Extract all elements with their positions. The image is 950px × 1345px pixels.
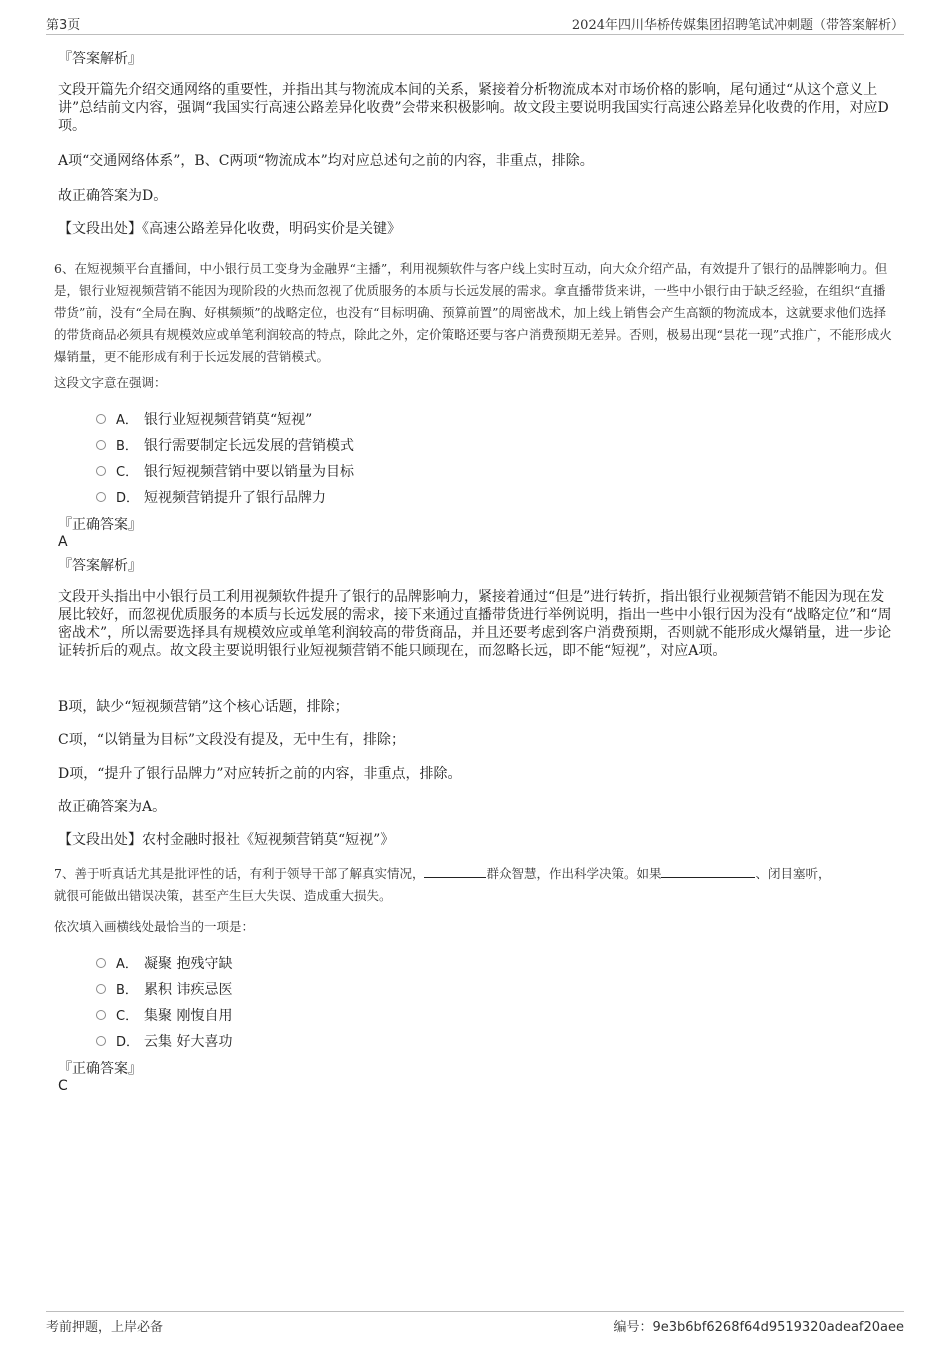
correct-answer: A <box>58 534 68 550</box>
option-b-elimination: B项，缺少“短视频营销”这个核心话题，排除； <box>58 699 349 715</box>
document-title: 2024年四川华桥传媒集团招聘笔试冲刺题（带答案解析） <box>571 18 904 33</box>
radio-icon[interactable] <box>96 984 106 994</box>
page-footer <box>46 1311 904 1338</box>
q7-option-c[interactable]: C． 集聚 刚愎自用 <box>96 1005 232 1025</box>
answer-conclusion: 故正确答案为D。 <box>58 188 168 204</box>
option-elimination-line: A项“交通网络体系”，B、C两项“物流成本”均对应总述句之前的内容，非重点，排除。 <box>58 153 594 169</box>
analysis-label: 『答案解析』 <box>58 558 142 574</box>
q6-option-c[interactable]: C． 银行短视频营销中要以销量为目标 <box>96 461 354 481</box>
page-header <box>46 12 904 35</box>
question-7-text: 7、善于听真话尤其是批评性的话，有利于领导干部了解真实情况， 群众智慧，作出科学决策。如果 、闭目塞听， 就很可能做出错误决策，甚至产生巨大失误、造成重大损失。 <box>54 866 831 903</box>
fill-blank-2 <box>661 865 755 878</box>
radio-icon[interactable] <box>96 492 106 502</box>
footer-slogan: 考前押题，上岸必备 <box>46 1320 164 1335</box>
analysis-label: 『答案解析』 <box>58 51 142 67</box>
question-6-text: 6、在短视频平台直播间，中小银行员工变身为金融界“主播”，利用视频软件与客户线上实时互动，向大众介绍产品，有效提升了银行的品牌影响力。但是，银行业短视频营销不能因为现阶段的火热而忽视了优质服务的本质与长远发展的需求。拿直播带货来讲，一些中小银行由于缺乏经验，在组织“直播带货”前，没有“全局在胸、好棋频频”的战略定位，也没有“目标明确、预算前置”的周密战术，加上线上销售会产生高额的物流成本，这就要求他们选择的带货商品必须具有规模效应或单笔利润较高的特点，除此之外，定价策略还要与客户消费预期无差异。否则，极易出现“昙花一现”式推广，不能形成火爆销量，更不能形成有利于长远发展的营销模式。 <box>54 261 892 364</box>
question-7-stem: 依次填入画横线处最恰当的一项是： <box>54 919 255 934</box>
question-6-stem: 这段文字意在强调： <box>54 375 167 390</box>
page-number: 第3页 <box>46 18 81 33</box>
correct-answer-label: 『正确答案』 <box>58 1061 142 1077</box>
source-citation: 【文段出处】农村金融时报社《短视频营销莫“短视”》 <box>58 832 395 848</box>
option-d-elimination: D项，“提升了银行品牌力”对应转折之前的内容，非重点，排除。 <box>58 766 462 782</box>
fill-blank-1 <box>424 865 486 878</box>
q6-option-a[interactable]: A． 银行业短视频营销莫“短视” <box>96 409 312 429</box>
correct-answer-label: 『正确答案』 <box>58 517 142 533</box>
analysis-text: 文段开篇先介绍交通网络的重要性，并指出其与物流成本间的关系，紧接着分析物流成本对市场价格的影响，尾句通过“从这个意义上讲”总结前文内容，强调“我国实行高速公路差异化收费”会带来积极影响。故文段主要说明我国实行高速公路差异化收费的作用，对应D项。 <box>58 82 889 134</box>
analysis-text: 文段开头指出中小银行员工利用视频软件提升了银行的品牌影响力，紧接着通过“但是”进行转折，指出银行业视频营销不能因为现在发展比较好，而忽视优质服务的本质与长远发展的需求，接下来通过直播带货进行举例说明，指出一些中小银行因为没有“战略定位”和“周密战术”，所以需要选择具有规模效应或单笔利润较高的带货商品，并且还要考虑到客户消费预期，否则就不能形成火爆销量，进一步论证转折后的观点。故文段主要说明银行业短视频营销不能只顾现在，而忽略长远，即不能“短视”，对应A项。 <box>58 589 892 659</box>
option-c-elimination: C项，“以销量为目标”文段没有提及，无中生有，排除； <box>58 732 406 748</box>
radio-icon[interactable] <box>96 1010 106 1020</box>
q7-option-b[interactable]: B． 累积 讳疾忌医 <box>96 979 232 999</box>
source-citation: 【文段出处】《高速公路差异化收费，明码实价是关键》 <box>58 221 401 237</box>
q6-option-b[interactable]: B． 银行需要制定长远发展的营销模式 <box>96 435 354 455</box>
radio-icon[interactable] <box>96 440 106 450</box>
correct-answer: C <box>58 1078 68 1094</box>
q7-option-a[interactable]: A． 凝聚 抱残守缺 <box>96 953 232 973</box>
radio-icon[interactable] <box>96 958 106 968</box>
q6-option-d[interactable]: D． 短视频营销提升了银行品牌力 <box>96 487 326 507</box>
radio-icon[interactable] <box>96 414 106 424</box>
q7-option-d[interactable]: D． 云集 好大喜功 <box>96 1031 232 1051</box>
document-id: 编号：9e3b6bf6268f64d9519320adeaf20aee <box>613 1320 904 1335</box>
radio-icon[interactable] <box>96 466 106 476</box>
answer-conclusion: 故正确答案为A。 <box>58 799 167 815</box>
radio-icon[interactable] <box>96 1036 106 1046</box>
